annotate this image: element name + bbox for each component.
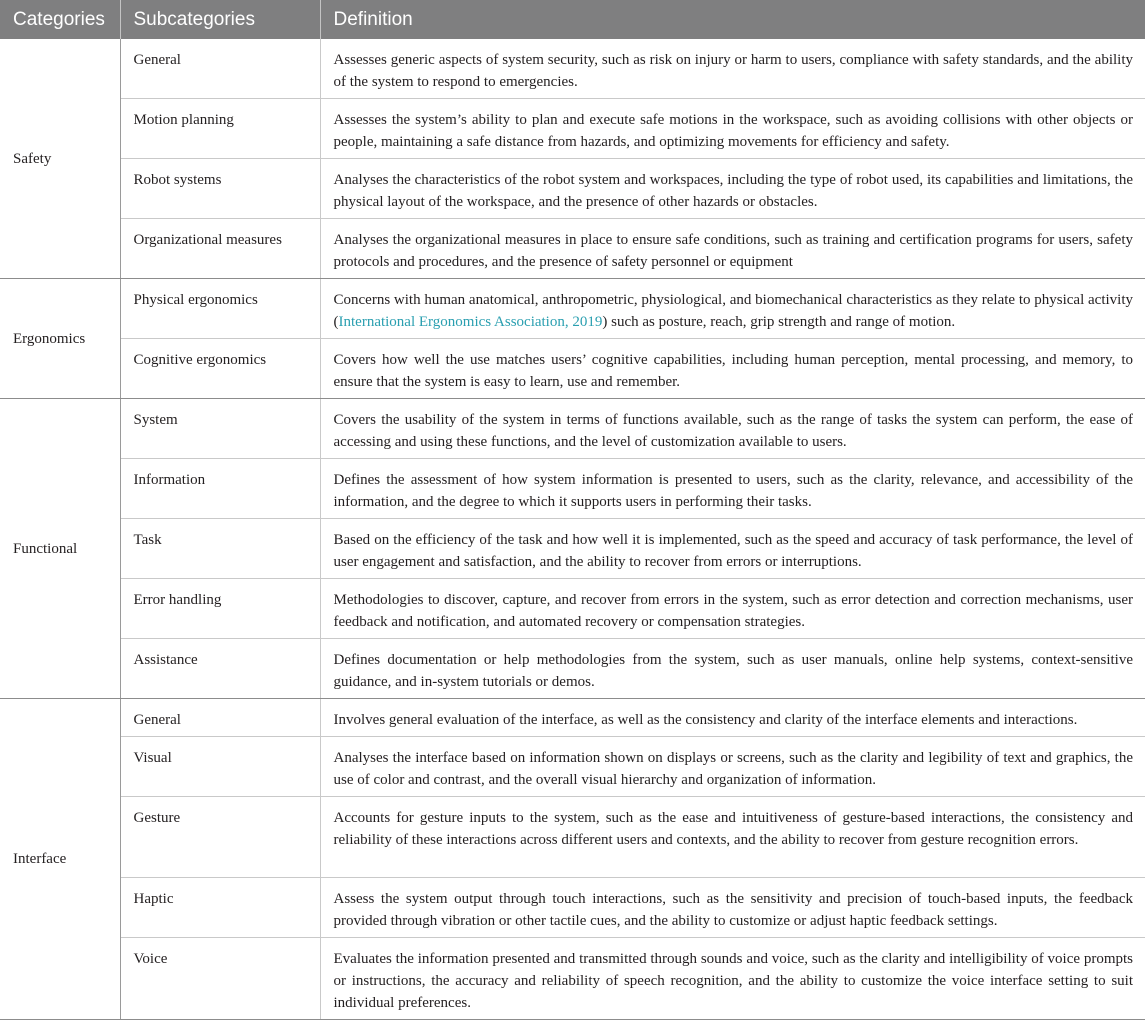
table-row — [0, 579, 1145, 639]
header-categories: Categories — [0, 0, 120, 39]
definition-cell: Based on the efficiency of the task and how well it is implemented, such as the speed and accuracy of task performance, the level of user engagement and satisfaction, and the ability to recover from errors or interruptions. — [320, 519, 1145, 579]
category-functional: Functional — [0, 399, 120, 699]
subcategory-cell: System — [120, 399, 320, 459]
table-row — [0, 279, 1145, 339]
subcategory-cell: General — [120, 39, 320, 99]
table-row — [0, 699, 1145, 737]
definition-cell: Assesses generic aspects of system security, such as risk on injury or harm to users, compliance with safety standards, and the ability of the system to respond to emergencies. — [320, 39, 1145, 99]
definition-cell: Covers how well the use matches users’ cognitive capabilities, including human perception, mental processing, and memory, to ensure that the system is easy to learn, use and remember. — [320, 339, 1145, 399]
category-safety: Safety — [0, 39, 120, 279]
subcategory-cell: Robot systems — [120, 159, 320, 219]
table-row — [0, 459, 1145, 519]
subcategory-cell: General — [120, 699, 320, 737]
category-interface: Interface — [0, 699, 120, 1020]
subcategory-cell: Cognitive ergonomics — [120, 339, 320, 399]
header-subcategories: Subcategories — [120, 0, 320, 39]
header-definition: Definition — [320, 0, 1145, 39]
table-header — [0, 0, 1145, 39]
definition-cell: Accounts for gesture inputs to the system, such as the ease and intuitiveness of gesture-based interactions, the consistency and reliability of these interactions across different users and contexts, and the ability to recover from gesture recognition errors. — [320, 797, 1145, 878]
definition-cell: Analyses the organizational measures in place to ensure safe conditions, such as training and certification programs for users, safety protocols and procedures, and the presence of safety personnel or equipment — [320, 219, 1145, 279]
subcategory-cell: Voice — [120, 938, 320, 1020]
definition-cell: Defines documentation or help methodologies from the system, such as user manuals, online help systems, context-sensitive guidance, and in-system tutorials or demos. — [320, 639, 1145, 699]
table-row — [0, 219, 1145, 279]
subcategory-cell: Error handling — [120, 579, 320, 639]
definition-text: ) such as posture, reach, grip strength and range of motion. — [602, 314, 956, 330]
definition-cell: Evaluates the information presented and transmitted through sounds and voice, such as the clarity and intelligibility of voice prompts or instructions, the accuracy and reliability of speech recognition, and the ability to customize the voice interface setting to suit individual preferences. — [320, 938, 1145, 1020]
definition-cell — [320, 279, 1145, 339]
category-ergonomics: Ergonomics — [0, 279, 120, 399]
definition-cell: Assesses the system’s ability to plan and execute safe motions in the workspace, such as avoiding collisions with other objects or people, maintaining a safe distance from hazards, and optimizing movements for efficiency and safety. — [320, 99, 1145, 159]
subcategory-cell: Gesture — [120, 797, 320, 878]
table-row — [0, 159, 1145, 219]
subcategory-cell: Assistance — [120, 639, 320, 699]
definition-cell: Involves general evaluation of the interface, as well as the consistency and clarity of the interface elements and interactions. — [320, 699, 1145, 737]
definition-text: Concerns with human anatomical, anthropometric, physiological, and biomechanical characteristics as they relate to physical activity ( — [333, 292, 1133, 330]
table-row — [0, 99, 1145, 159]
table-row — [0, 797, 1145, 878]
table-row — [0, 639, 1145, 699]
table-row — [0, 878, 1145, 938]
subcategory-cell: Motion planning — [120, 99, 320, 159]
subcategory-cell: Physical ergonomics — [120, 279, 320, 339]
table-row — [0, 339, 1145, 399]
subcategory-cell: Information — [120, 459, 320, 519]
definition-cell: Analyses the interface based on information shown on displays or screens, such as the clarity and legibility of text and graphics, the use of color and contrast, and the overall visual hierarchy and organization of information. — [320, 737, 1145, 797]
table-row — [0, 399, 1145, 459]
subcategory-cell: Haptic — [120, 878, 320, 938]
subcategory-cell: Task — [120, 519, 320, 579]
table-row — [0, 737, 1145, 797]
table-row — [0, 39, 1145, 99]
definition-cell: Covers the usability of the system in terms of functions available, such as the range of tasks the system can perform, the ease of accessing and using these functions, and the level of customization available to users. — [320, 399, 1145, 459]
definition-cell: Methodologies to discover, capture, and recover from errors in the system, such as error detection and correction mechanisms, user feedback and notification, and automated recovery or compensation strategies. — [320, 579, 1145, 639]
table-row — [0, 938, 1145, 1020]
definition-cell: Analyses the characteristics of the robot system and workspaces, including the type of robot used, its capabilities and limitations, the physical layout of the workspace, and the presence of other hazards or obstacles. — [320, 159, 1145, 219]
definition-cell: Defines the assessment of how system information is presented to users, such as the clarity, relevance, and accessibility of the information, and the degree to which it supports users in performing their tasks. — [320, 459, 1145, 519]
definition-cell: Assess the system output through touch interactions, such as the sensitivity and precision of touch-based inputs, the feedback provided through vibration or other tactile cues, and the ability to customize or adjust haptic feedback settings. — [320, 878, 1145, 938]
subcategory-cell: Visual — [120, 737, 320, 797]
subcategory-cell: Organizational measures — [120, 219, 320, 279]
table-row — [0, 519, 1145, 579]
citation-link[interactable]: International Ergonomics Association, 2019 — [338, 314, 603, 330]
